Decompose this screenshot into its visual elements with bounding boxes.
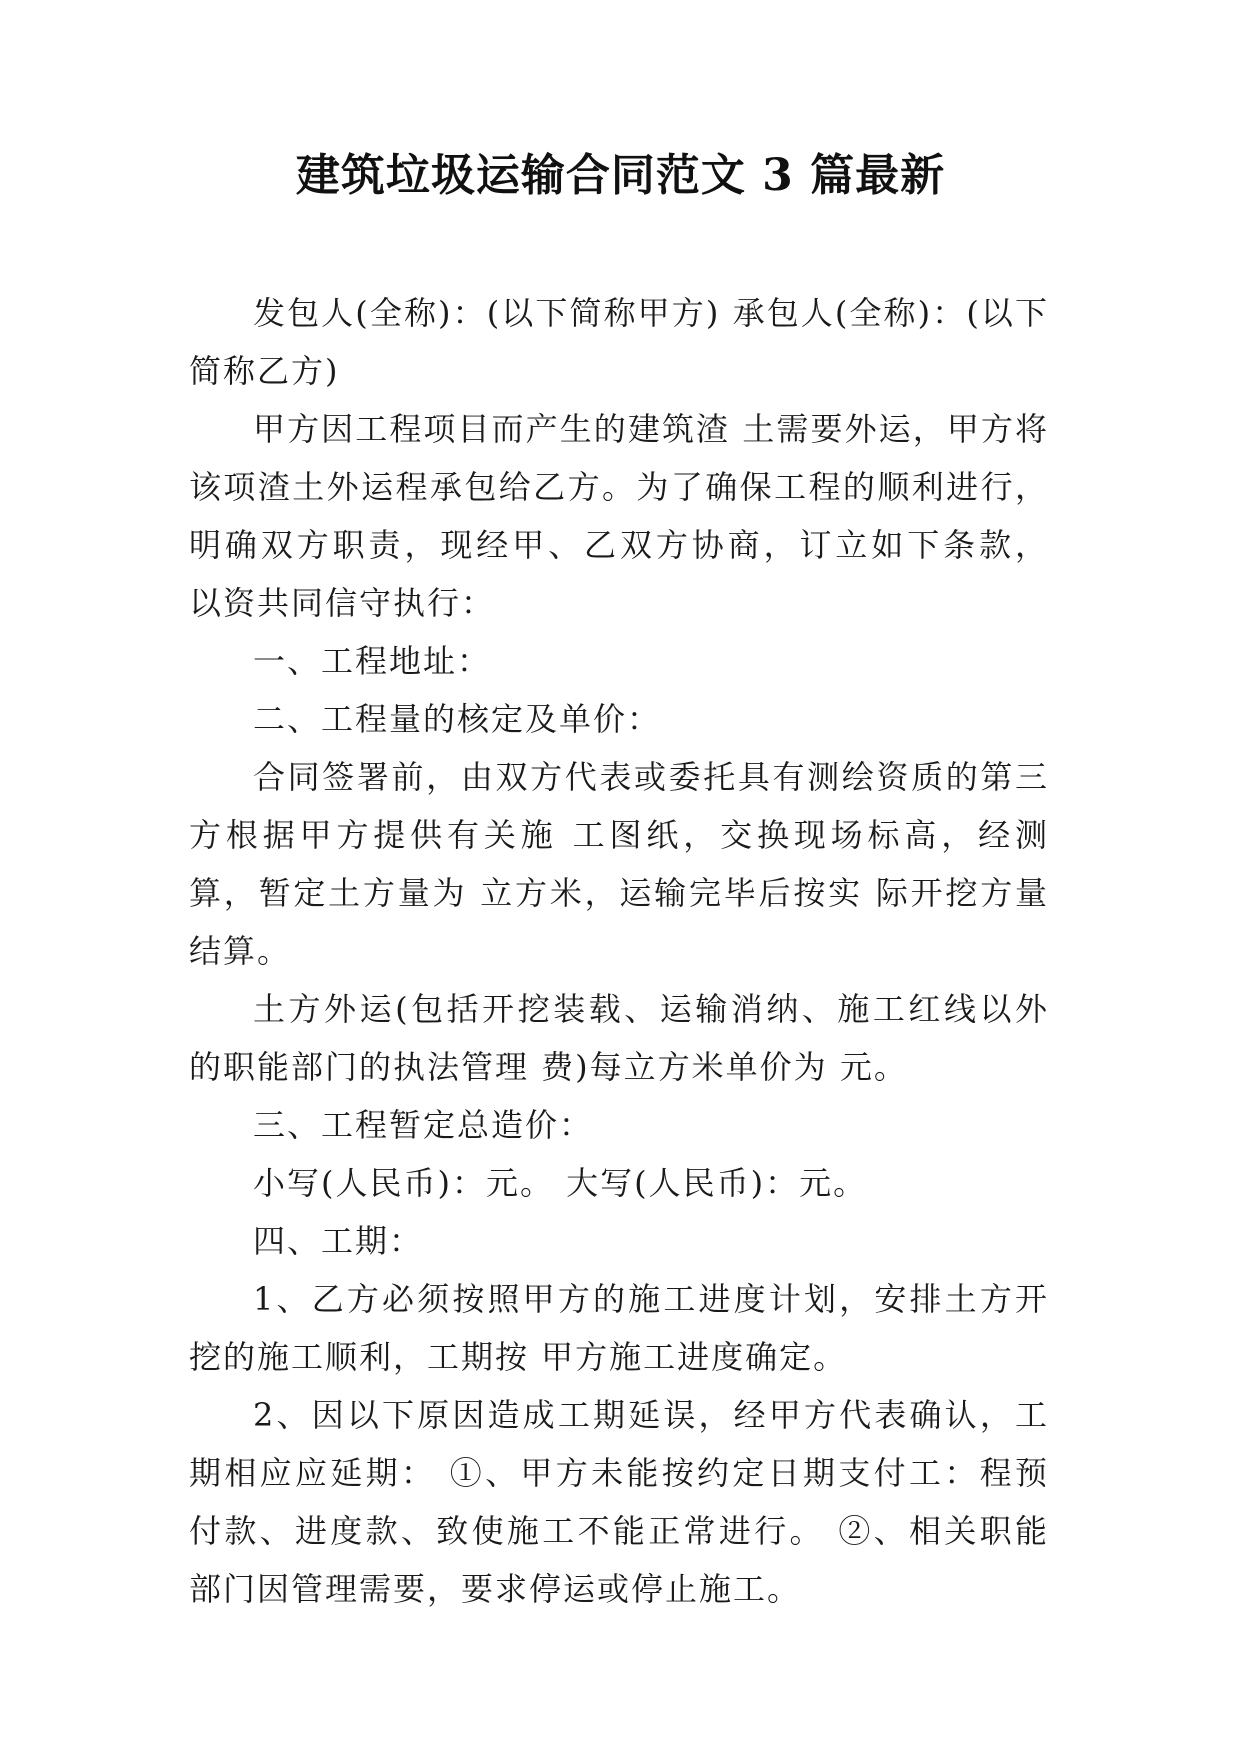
section-heading-quantity: 二、工程量的核定及单价：: [253, 700, 662, 738]
section-heading-schedule: 四、工期：: [253, 1222, 424, 1260]
paragraph-unit-price: 土方外运(包括开挖装载、运输消纳、施工红线以外的职能部门的执法管理 费)每立方米单价为 元。: [189, 990, 1049, 1086]
paragraph-total-price: 小写(人民币)：元。 大写(人民币)：元。: [253, 1164, 868, 1202]
section-heading-total-price: 三、工程暂定总造价：: [253, 1106, 594, 1144]
section-heading-address: 一、工程地址：: [253, 642, 492, 680]
paragraph-schedule-1: 1、乙方必须按照甲方的施工进度计划，安排土方开挖的施工顺利，工期按 甲方施工进度确定。: [189, 1280, 1049, 1376]
document-body: [189, 284, 1049, 1618]
paragraph-parties: 发包人(全称)：(以下简称甲方) 承包人(全称)：(以下简称乙方): [189, 294, 1049, 390]
paragraph-schedule-2: 2、因以下原因造成工期延误，经甲方代表确认，工期相应应延期： ①、甲方未能按约定日期支付工：程预付款、进度款、致使施工不能正常进行。 ②、相关职能部门因管理需要，要求停运或停止施工。: [189, 1396, 1049, 1608]
paragraph-preamble: 甲方因工程项目而产生的建筑渣 土需要外运，甲方将该项渣土外运程承包给乙方。为了确保工程的顺利进行，明确双方职责，现经甲、乙双方协商，订立如下条款， 以资共同信守执行：: [189, 410, 1049, 622]
document-title: 建筑垃圾运输合同范文 3 篇最新: [295, 150, 946, 201]
paragraph-quantity: 合同签署前，由双方代表或委托具有测绘资质的第三方根据甲方提供有关施 工图纸，交换现场标高，经测算，暂定土方量为 立方米，运输完毕后按实 际开挖方量结算。: [189, 758, 1049, 970]
